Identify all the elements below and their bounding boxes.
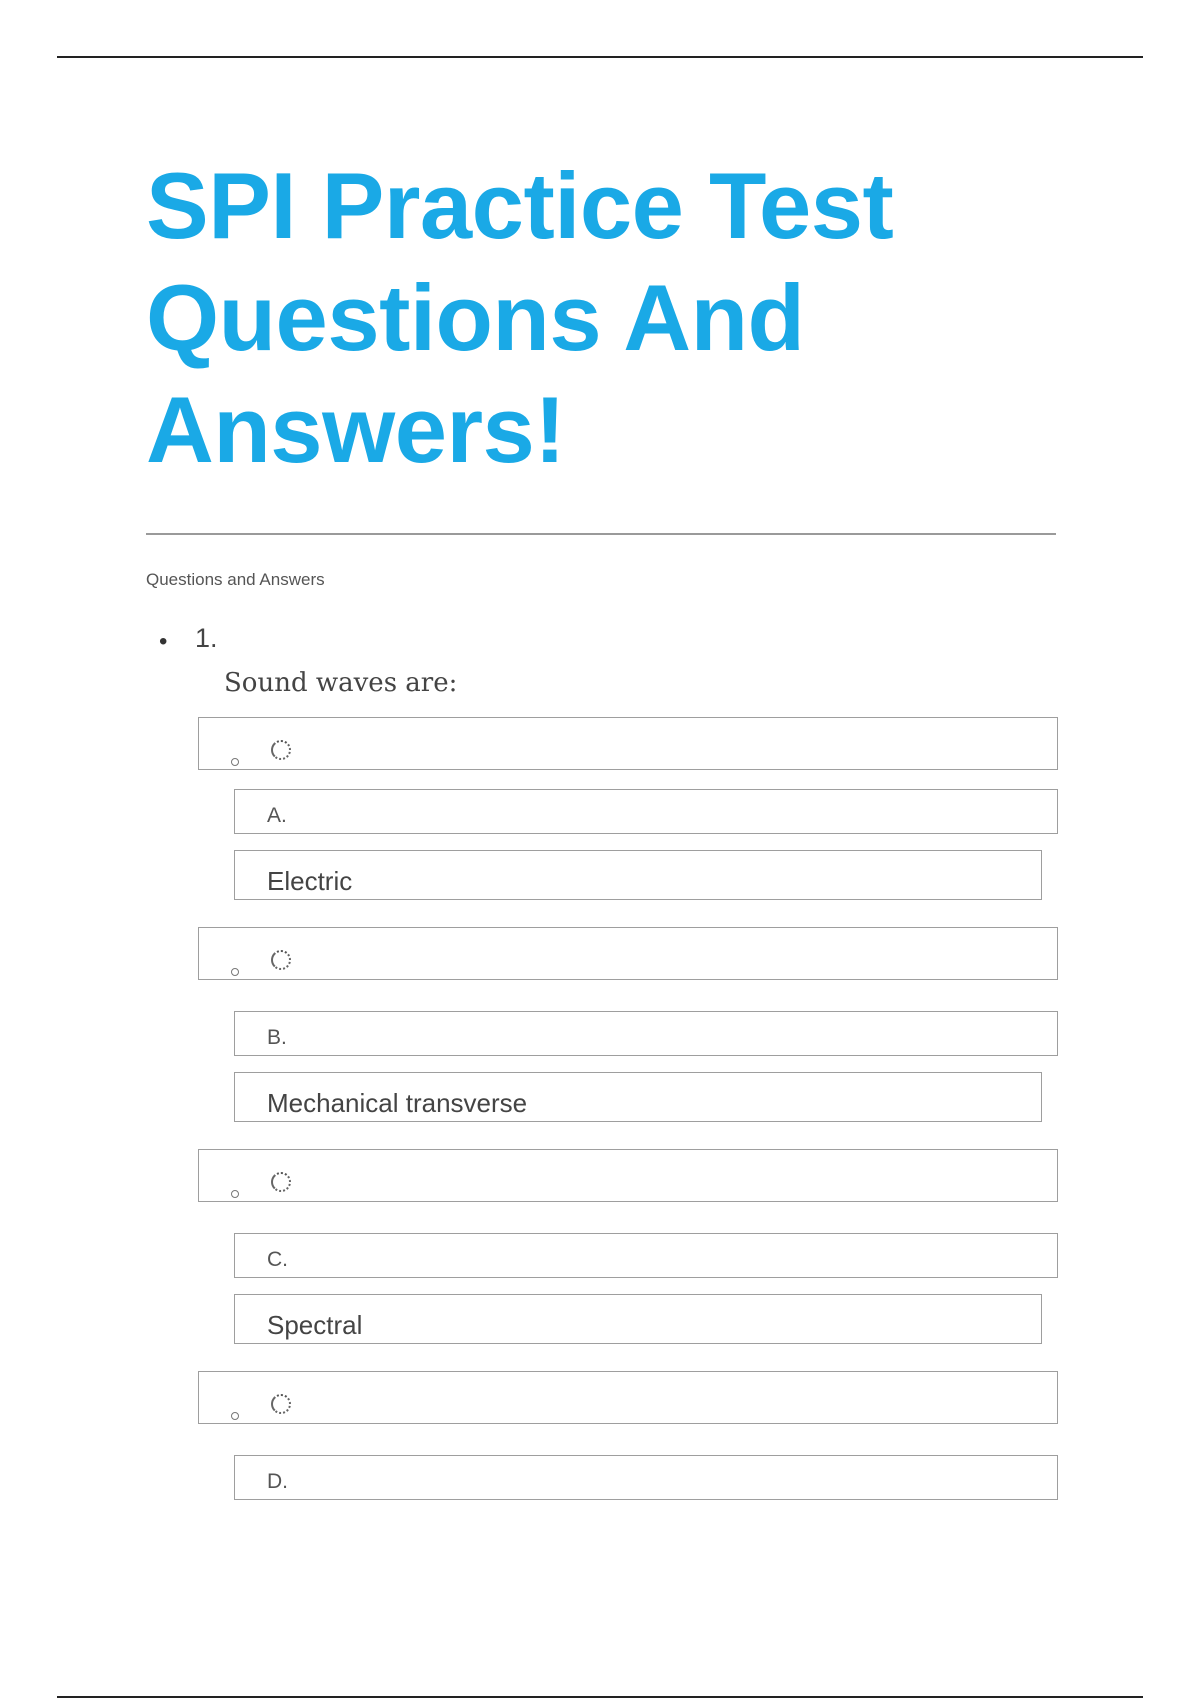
- loading-spinner-icon: [271, 1172, 291, 1192]
- option-c-letter: C.: [234, 1233, 1058, 1278]
- option-b-answer[interactable]: Mechanical transverse: [234, 1072, 1042, 1122]
- option-b-letter: B.: [234, 1011, 1058, 1056]
- option-a-answer[interactable]: Electric: [234, 850, 1042, 900]
- radio-button-icon[interactable]: [231, 968, 239, 976]
- top-rule: [57, 56, 1143, 58]
- option-d-radio-row[interactable]: [198, 1371, 1058, 1424]
- option-a-radio-row[interactable]: [198, 717, 1058, 770]
- title-divider: [146, 533, 1056, 535]
- loading-spinner-icon: [271, 740, 291, 760]
- option-b-radio-row[interactable]: [198, 927, 1058, 980]
- radio-button-icon[interactable]: [231, 1412, 239, 1420]
- loading-spinner-icon: [271, 1394, 291, 1414]
- option-a-letter: A.: [234, 789, 1058, 834]
- page-title: SPI Practice Test Questions And Answers!: [146, 153, 894, 482]
- loading-spinner-icon: [271, 950, 291, 970]
- bullet-icon: •: [159, 628, 168, 655]
- option-c-answer[interactable]: Spectral: [234, 1294, 1042, 1344]
- radio-button-icon[interactable]: [231, 758, 239, 766]
- option-c-radio-row[interactable]: [198, 1149, 1058, 1202]
- bottom-rule: [57, 1696, 1143, 1698]
- section-label: Questions and Answers: [146, 570, 325, 589]
- question-number: 1.: [195, 623, 218, 653]
- document-content: [146, 150, 1056, 1493]
- question-text: Sound waves are:: [224, 668, 458, 698]
- option-d-letter: D.: [234, 1455, 1058, 1500]
- radio-button-icon[interactable]: [231, 1190, 239, 1198]
